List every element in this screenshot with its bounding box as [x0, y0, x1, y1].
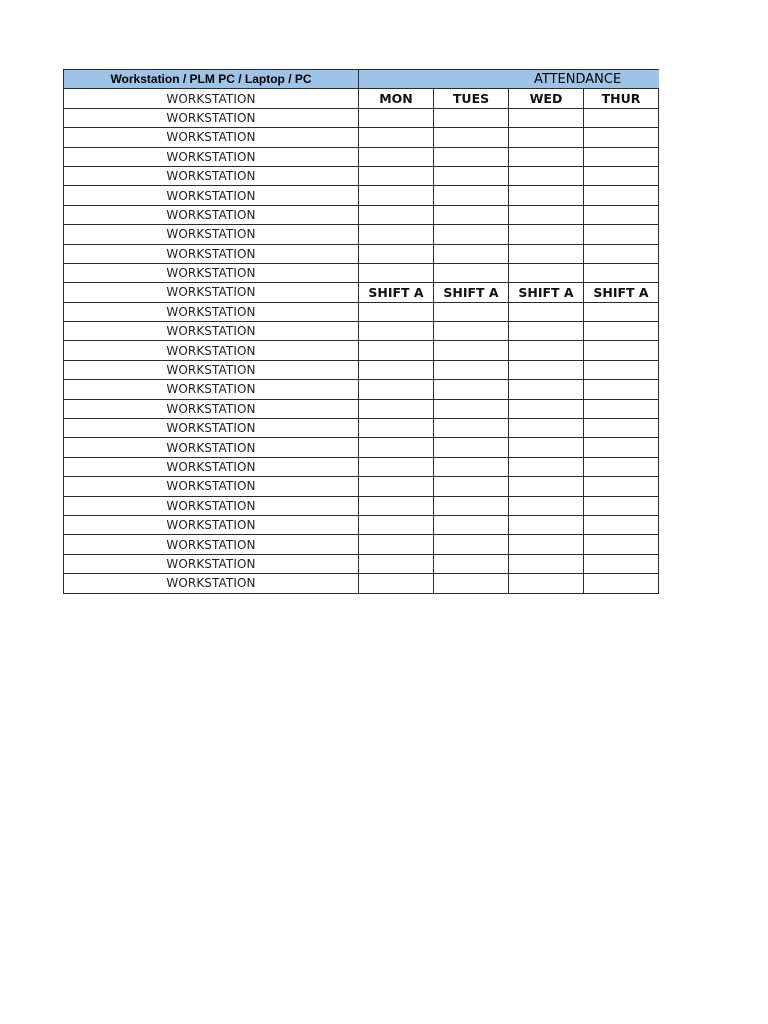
attendance-cell[interactable]: [359, 186, 434, 205]
device-cell[interactable]: WORKSTATION: [64, 477, 359, 496]
attendance-cell[interactable]: [434, 515, 509, 534]
attendance-cell[interactable]: [509, 496, 584, 515]
table-row: [64, 496, 659, 515]
device-cell[interactable]: WORKSTATION: [64, 515, 359, 534]
attendance-cell[interactable]: [359, 360, 434, 379]
attendance-cell[interactable]: [584, 360, 659, 379]
device-cell[interactable]: WORKSTATION: [64, 322, 359, 341]
attendance-cell[interactable]: [359, 128, 434, 147]
attendance-cell[interactable]: [584, 186, 659, 205]
table-row: [64, 535, 659, 554]
attendance-cell[interactable]: [359, 574, 434, 593]
attendance-cell[interactable]: [584, 244, 659, 263]
attendance-cell[interactable]: [509, 360, 584, 379]
attendance-cell[interactable]: [434, 166, 509, 185]
attendance-cell[interactable]: [584, 322, 659, 341]
device-cell[interactable]: WORKSTATION: [64, 574, 359, 593]
attendance-cell[interactable]: [509, 244, 584, 263]
device-cell[interactable]: WORKSTATION: [64, 535, 359, 554]
device-cell[interactable]: WORKSTATION: [64, 128, 359, 147]
attendance-cell[interactable]: [434, 322, 509, 341]
attendance-cell[interactable]: [359, 263, 434, 282]
attendance-cell[interactable]: [434, 128, 509, 147]
attendance-cell[interactable]: [434, 205, 509, 224]
device-cell[interactable]: WORKSTATION: [64, 554, 359, 573]
table-row: [64, 341, 659, 360]
table-row: [64, 205, 659, 224]
attendance-cell[interactable]: [434, 574, 509, 593]
attendance-cell[interactable]: [359, 147, 434, 166]
attendance-cell[interactable]: [359, 341, 434, 360]
table-row: [64, 89, 659, 108]
attendance-cell[interactable]: [359, 108, 434, 127]
attendance-cell[interactable]: [509, 574, 584, 593]
table-row: [64, 166, 659, 185]
attendance-cell[interactable]: [359, 554, 434, 573]
attendance-cell[interactable]: [584, 438, 659, 457]
attendance-cell[interactable]: [584, 515, 659, 534]
device-cell[interactable]: WORKSTATION: [64, 186, 359, 205]
attendance-cell[interactable]: [584, 574, 659, 593]
table-row: [64, 283, 659, 302]
device-cell[interactable]: WORKSTATION: [64, 147, 359, 166]
attendance-cell[interactable]: [584, 166, 659, 185]
shift-label-cell[interactable]: SHIFT A: [509, 283, 584, 302]
attendance-cell[interactable]: [434, 535, 509, 554]
attendance-cell[interactable]: [434, 263, 509, 282]
attendance-cell[interactable]: [359, 438, 434, 457]
attendance-cell[interactable]: [434, 186, 509, 205]
attendance-cell[interactable]: [434, 477, 509, 496]
shift-label-cell[interactable]: SHIFT A: [359, 283, 434, 302]
attendance-cell[interactable]: [509, 535, 584, 554]
attendance-cell[interactable]: [359, 457, 434, 476]
attendance-cell[interactable]: [359, 535, 434, 554]
table-row: [64, 108, 659, 127]
attendance-cell[interactable]: [359, 244, 434, 263]
table-row: [64, 322, 659, 341]
attendance-cell[interactable]: [584, 341, 659, 360]
table-row: [64, 380, 659, 399]
attendance-cell[interactable]: [584, 302, 659, 321]
attendance-cell[interactable]: [509, 419, 584, 438]
device-cell[interactable]: WORKSTATION: [64, 399, 359, 418]
device-cell[interactable]: WORKSTATION: [64, 438, 359, 457]
device-cell[interactable]: WORKSTATION: [64, 283, 359, 302]
attendance-cell[interactable]: [434, 225, 509, 244]
device-cell[interactable]: WORKSTATION: [64, 341, 359, 360]
attendance-cell[interactable]: [509, 477, 584, 496]
attendance-cell[interactable]: [434, 554, 509, 573]
attendance-cell[interactable]: [359, 515, 434, 534]
device-cell[interactable]: WORKSTATION: [64, 263, 359, 282]
attendance-cell[interactable]: [584, 496, 659, 515]
day-header-tues[interactable]: TUES: [434, 89, 509, 108]
attendance-cell[interactable]: [509, 205, 584, 224]
table-row: [64, 554, 659, 573]
table-row: [64, 477, 659, 496]
table-row: [64, 574, 659, 593]
attendance-cell[interactable]: [509, 302, 584, 321]
attendance-cell[interactable]: [509, 380, 584, 399]
attendance-cell[interactable]: [434, 302, 509, 321]
day-header-wed[interactable]: WED: [509, 89, 584, 108]
attendance-cell[interactable]: [509, 128, 584, 147]
table-row: [64, 457, 659, 476]
device-cell[interactable]: WORKSTATION: [64, 244, 359, 263]
attendance-cell[interactable]: [509, 186, 584, 205]
attendance-cell[interactable]: [434, 108, 509, 127]
attendance-cell[interactable]: [584, 399, 659, 418]
table-row: [64, 147, 659, 166]
attendance-cell[interactable]: [359, 322, 434, 341]
attendance-cell[interactable]: [359, 496, 434, 515]
attendance-cell[interactable]: [584, 419, 659, 438]
device-cell[interactable]: WORKSTATION: [64, 302, 359, 321]
attendance-cell[interactable]: [359, 166, 434, 185]
attendance-cell[interactable]: [359, 419, 434, 438]
day-header-mon[interactable]: MON: [359, 89, 434, 108]
attendance-header[interactable]: ATTENDANCE: [359, 70, 659, 89]
table-row: [64, 360, 659, 379]
attendance-cell[interactable]: [434, 244, 509, 263]
device-cell[interactable]: WORKSTATION: [64, 166, 359, 185]
day-header-thur[interactable]: THUR: [584, 89, 659, 108]
table-row: [64, 186, 659, 205]
attendance-cell[interactable]: [434, 457, 509, 476]
device-cell[interactable]: WORKSTATION: [64, 380, 359, 399]
device-cell[interactable]: WORKSTATION: [64, 360, 359, 379]
attendance-cell[interactable]: [509, 147, 584, 166]
attendance-cell[interactable]: [509, 554, 584, 573]
table-row: [64, 128, 659, 147]
attendance-cell[interactable]: [509, 457, 584, 476]
attendance-cell[interactable]: [584, 535, 659, 554]
shift-label-cell[interactable]: SHIFT A: [584, 283, 659, 302]
attendance-cell[interactable]: [509, 263, 584, 282]
table-row: [64, 225, 659, 244]
device-cell[interactable]: WORKSTATION: [64, 496, 359, 515]
attendance-cell[interactable]: [584, 554, 659, 573]
device-cell[interactable]: WORKSTATION: [64, 225, 359, 244]
attendance-cell[interactable]: [434, 399, 509, 418]
attendance-cell[interactable]: [359, 380, 434, 399]
attendance-cell[interactable]: [509, 166, 584, 185]
attendance-cell[interactable]: [359, 302, 434, 321]
table-row: [64, 399, 659, 418]
attendance-cell[interactable]: [584, 477, 659, 496]
table-row: [64, 302, 659, 321]
attendance-cell[interactable]: [584, 380, 659, 399]
device-cell[interactable]: WORKSTATION: [64, 457, 359, 476]
device-cell[interactable]: WORKSTATION: [64, 419, 359, 438]
attendance-cell[interactable]: [584, 147, 659, 166]
attendance-cell[interactable]: [434, 380, 509, 399]
attendance-cell[interactable]: [359, 205, 434, 224]
attendance-cell[interactable]: [509, 225, 584, 244]
attendance-cell[interactable]: [434, 496, 509, 515]
shift-label-cell[interactable]: SHIFT A: [434, 283, 509, 302]
attendance-cell[interactable]: [434, 147, 509, 166]
attendance-cell[interactable]: [509, 341, 584, 360]
header-row: [64, 70, 659, 89]
attendance-cell[interactable]: [359, 477, 434, 496]
attendance-cell[interactable]: [584, 128, 659, 147]
attendance-cell[interactable]: [584, 457, 659, 476]
device-cell[interactable]: WORKSTATION: [64, 108, 359, 127]
attendance-cell[interactable]: [584, 108, 659, 127]
sheet-body: [64, 70, 659, 594]
device-cell[interactable]: WORKSTATION: [64, 205, 359, 224]
attendance-cell[interactable]: [359, 399, 434, 418]
attendance-cell[interactable]: [509, 322, 584, 341]
attendance-cell[interactable]: [359, 225, 434, 244]
attendance-cell[interactable]: [434, 438, 509, 457]
attendance-cell[interactable]: [584, 205, 659, 224]
attendance-cell[interactable]: [434, 360, 509, 379]
attendance-cell[interactable]: [509, 399, 584, 418]
table-row: [64, 263, 659, 282]
table-row: [64, 244, 659, 263]
table-row: [64, 515, 659, 534]
attendance-cell[interactable]: [584, 263, 659, 282]
table-row: [64, 438, 659, 457]
device-column-header[interactable]: Workstation / PLM PC / Laptop / PC: [64, 70, 359, 89]
table-row: [64, 419, 659, 438]
attendance-cell[interactable]: [434, 341, 509, 360]
attendance-cell[interactable]: [509, 108, 584, 127]
attendance-cell[interactable]: [509, 438, 584, 457]
attendance-cell[interactable]: [509, 515, 584, 534]
attendance-sheet: [63, 69, 659, 594]
device-cell[interactable]: WORKSTATION: [64, 89, 359, 108]
attendance-cell[interactable]: [434, 419, 509, 438]
attendance-cell[interactable]: [584, 225, 659, 244]
